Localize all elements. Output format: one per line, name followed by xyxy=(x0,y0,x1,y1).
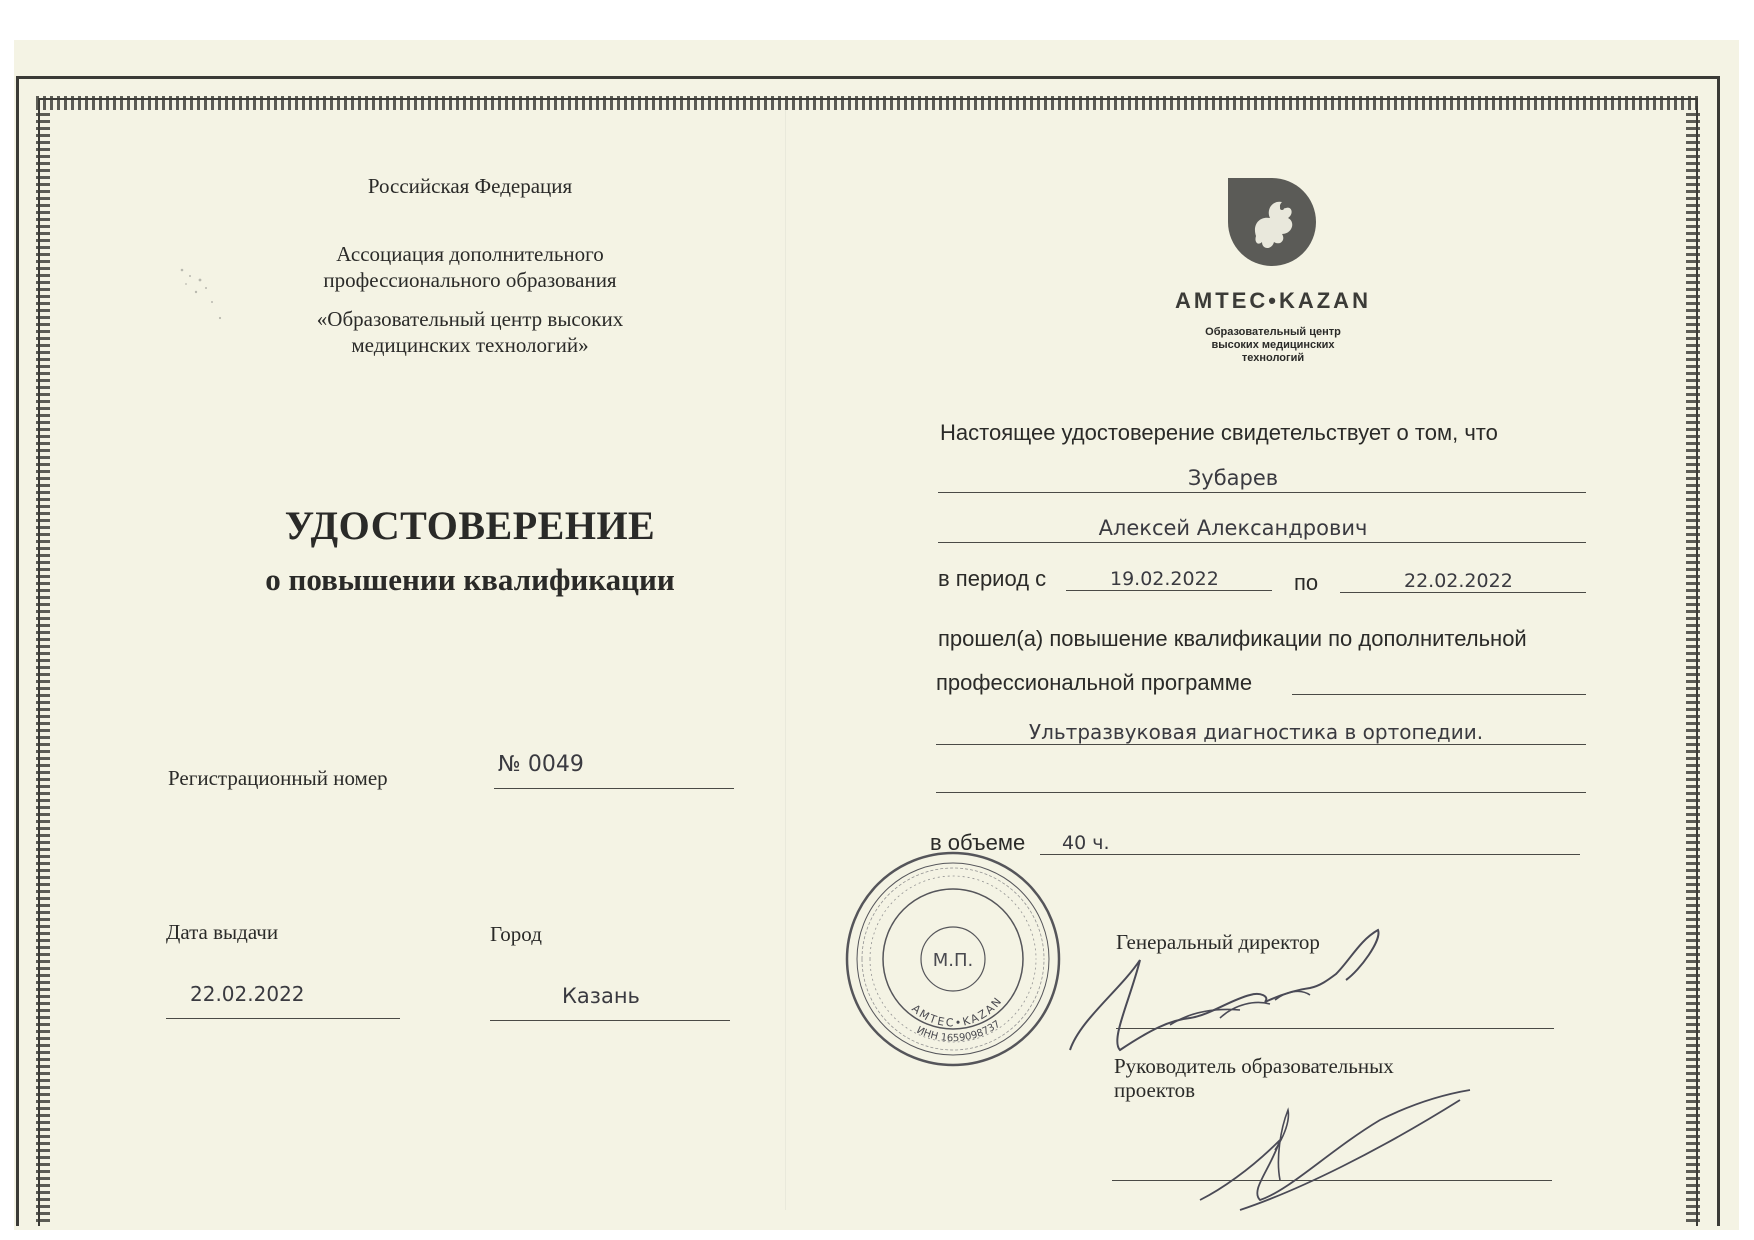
logo-sub-2: высоких медицинских xyxy=(1211,339,1335,351)
head-label-2: проектов xyxy=(1114,1078,1196,1102)
period-from-line xyxy=(1066,590,1272,591)
program-line-3 xyxy=(936,792,1586,793)
volume-line xyxy=(1040,854,1580,855)
period-to-line xyxy=(1340,592,1586,593)
director-signature xyxy=(1060,900,1430,1070)
paper-smudge xyxy=(170,262,240,332)
reg-number-line xyxy=(494,788,734,789)
dragon-emblem-icon xyxy=(1226,176,1318,268)
logo-sub-1: Образовательный центр xyxy=(1205,326,1341,338)
volume-label: в объеме xyxy=(930,830,1026,855)
org-line-1: Ассоциация дополнительного xyxy=(336,242,604,266)
period-to-value: 22.02.2022 xyxy=(1404,570,1513,592)
period-to-label: по xyxy=(1294,570,1319,595)
program-name-value: Ультразвуковая диагностика в ортопедии. xyxy=(1028,720,1484,744)
program-text-2: профессиональной программе xyxy=(936,670,1253,695)
org-line-4: медицинских технологий» xyxy=(351,333,589,357)
certificate-intro: Настоящее удостоверение свидетельствует о том, что xyxy=(940,420,1498,445)
program-text-1: прошел(а) повышение квалификации по дополнительной xyxy=(938,626,1527,651)
city-line xyxy=(490,1020,730,1021)
issue-date-label: Дата выдачи xyxy=(166,920,279,944)
org-line-3: «Образовательный центр высоких xyxy=(316,307,624,331)
document-subtitle: о повышении квалификации xyxy=(265,562,675,597)
stamp-inn: ИНН 1659098737 xyxy=(914,1018,1003,1045)
stamp-brand: AMTEC•KAZAN xyxy=(909,993,1006,1030)
head-signature xyxy=(1180,1080,1500,1220)
stamp-center: М.П. xyxy=(932,950,974,971)
issue-date-line xyxy=(166,1018,400,1019)
country-name: Российская Федерация xyxy=(367,174,573,198)
document-title: УДОСТОВЕРЕНИЕ xyxy=(284,503,656,548)
head-label-1: Руководитель образовательных xyxy=(1114,1054,1394,1078)
logo-sub-3: технологий xyxy=(1241,352,1305,364)
issue-date-value: 22.02.2022 xyxy=(190,982,305,1006)
program-line-1 xyxy=(1292,694,1586,695)
reg-number-label: Регистрационный номер xyxy=(168,766,388,790)
given-names-line xyxy=(938,542,1586,543)
reg-number-value: № 0049 xyxy=(498,752,584,777)
org-line-2: профессионального образования xyxy=(323,268,617,292)
program-line-2 xyxy=(936,744,1586,745)
surname-line xyxy=(938,492,1586,493)
period-label: в период с xyxy=(938,566,1047,591)
surname-value: Зубарев xyxy=(1187,466,1279,490)
seal-stamp xyxy=(842,848,1064,1070)
volume-value: 40 ч. xyxy=(1062,832,1110,854)
logo-name: AMTEC•KAZAN xyxy=(1175,288,1371,313)
city-value: Казань xyxy=(562,984,640,1008)
city-label: Город xyxy=(490,922,542,946)
given-names-value: Алексей Александрович xyxy=(1098,516,1368,540)
fold-line xyxy=(785,110,786,1210)
period-from-value: 19.02.2022 xyxy=(1110,568,1219,590)
director-label: Генеральный директор xyxy=(1116,930,1320,954)
